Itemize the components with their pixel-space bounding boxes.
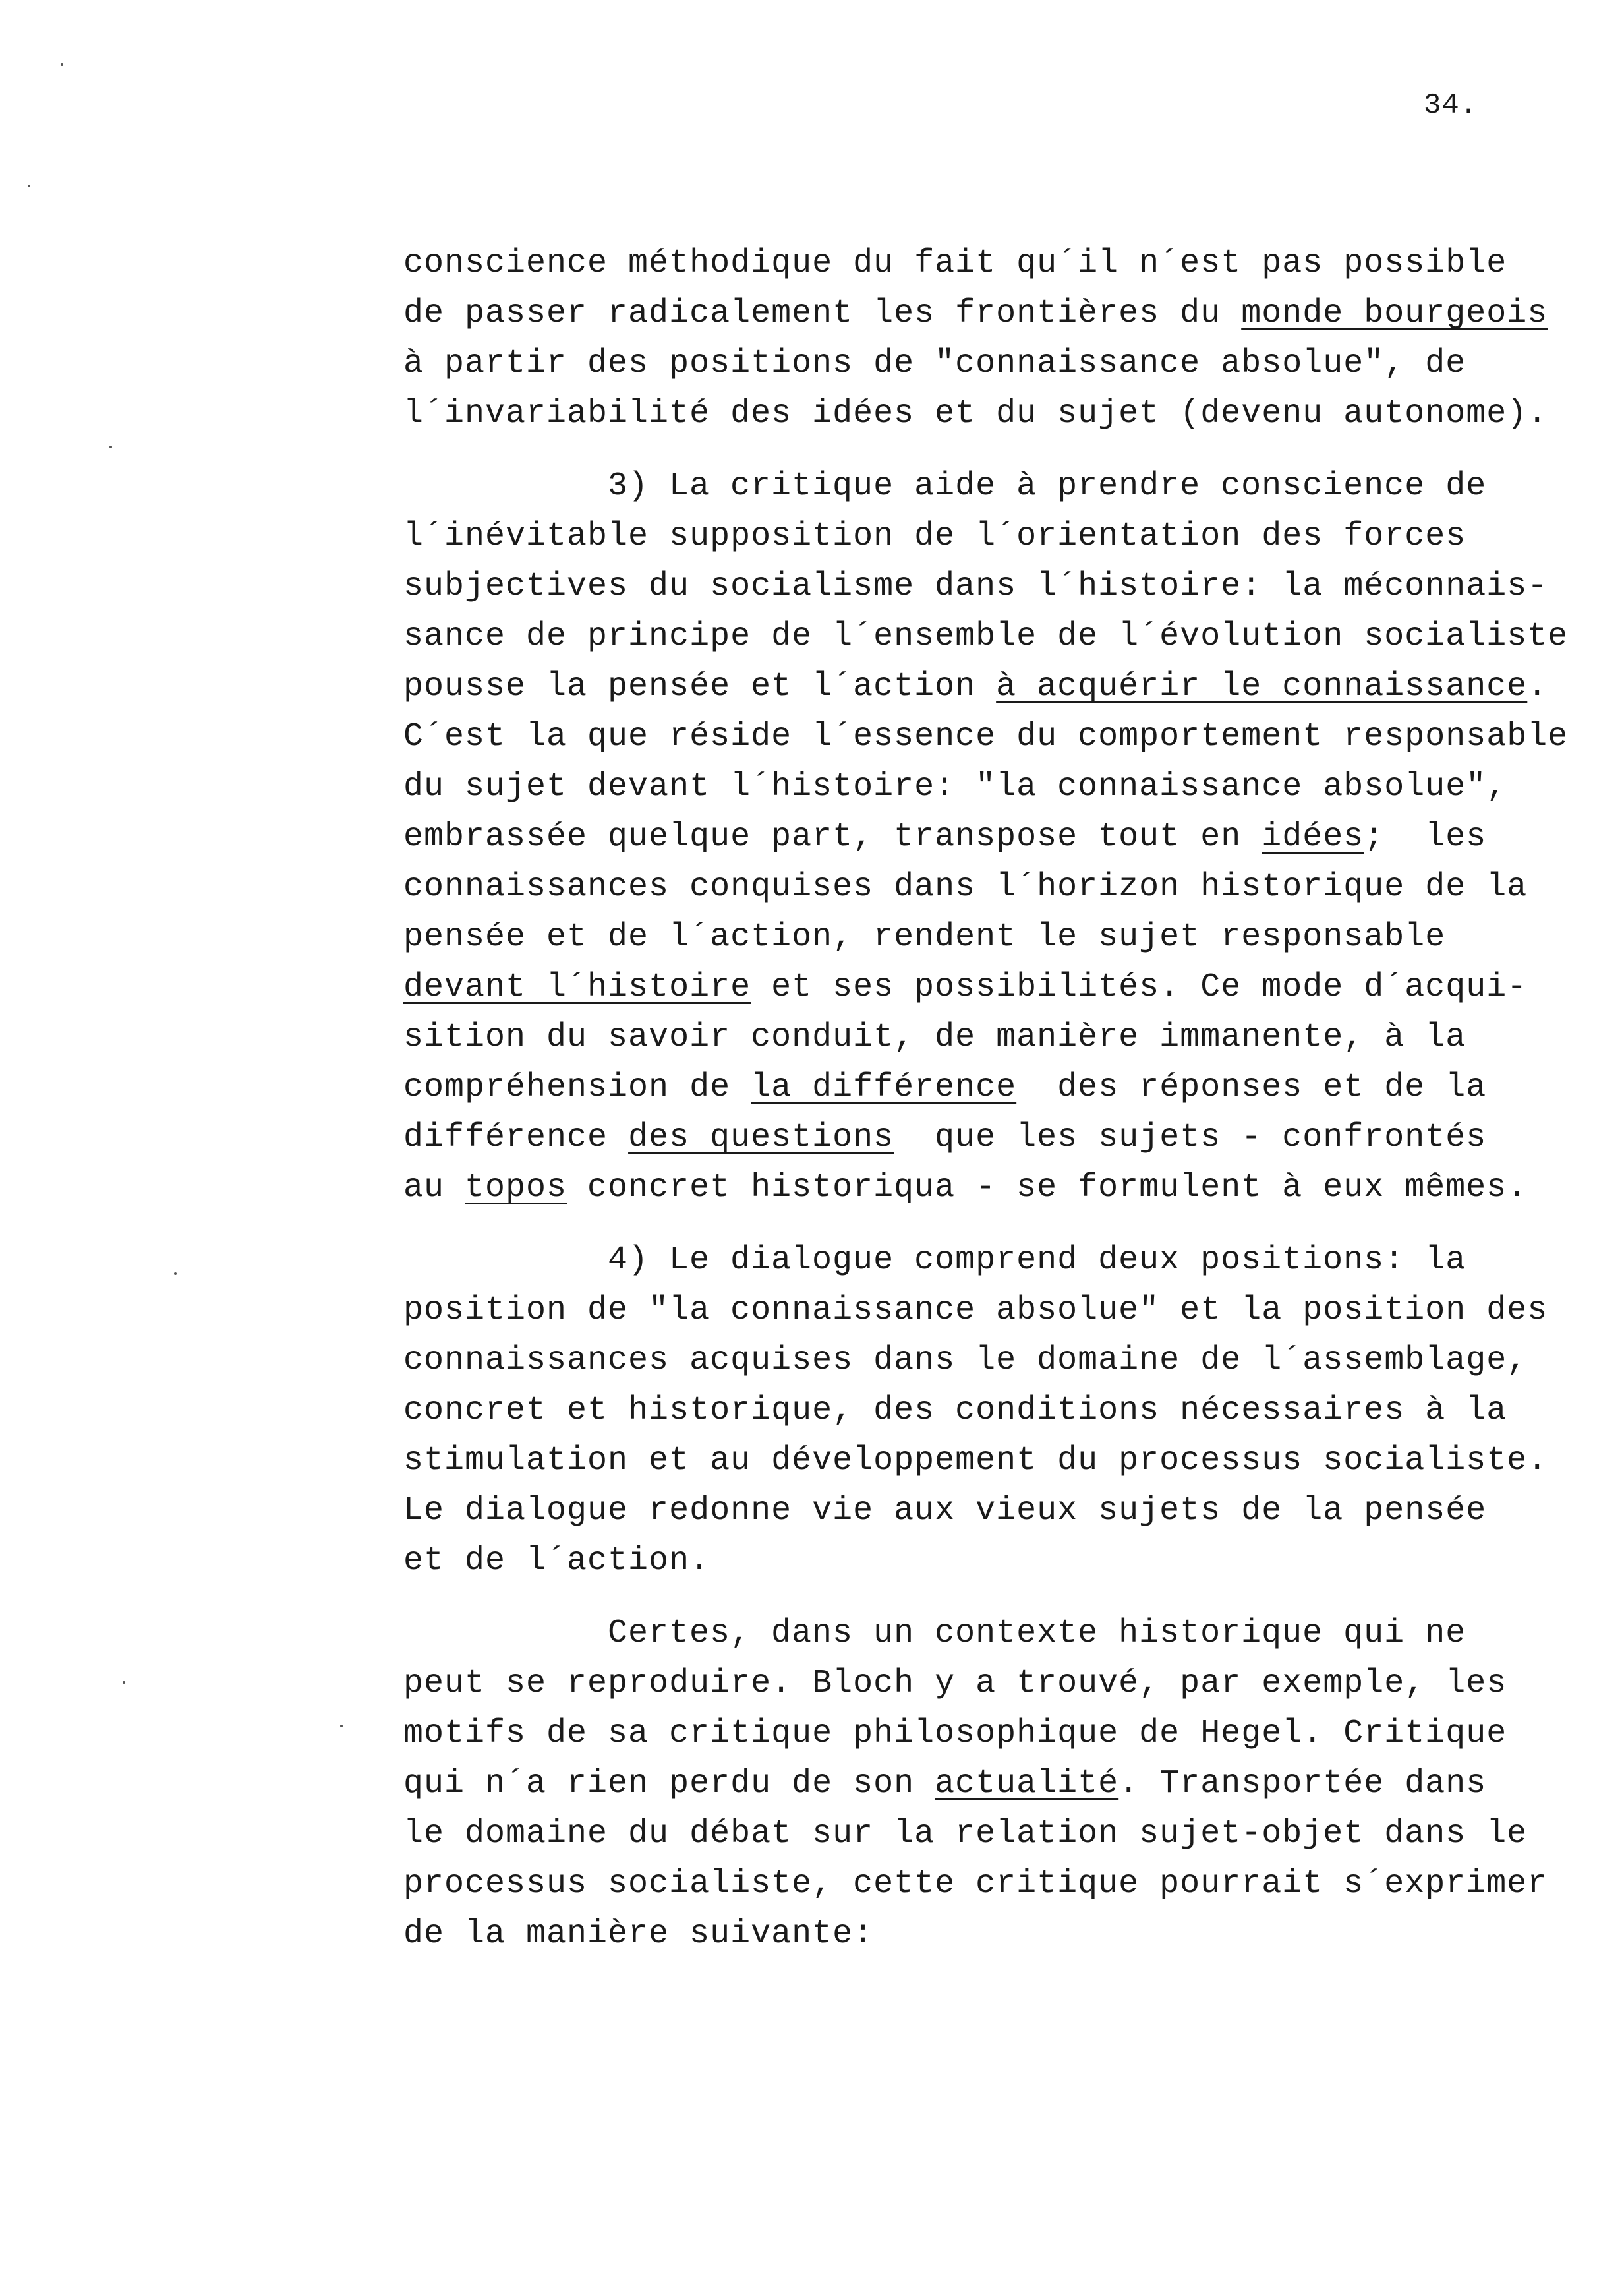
text-segment: subjectives du socialisme dans l´histoire: la méconnais-	[403, 568, 1548, 605]
underlined-text: à acquérir le connaissance	[996, 668, 1528, 705]
text-segment: conscience méthodique du fait qu´il n´est pas possible	[403, 245, 1507, 282]
text-segment: processus socialiste, cette critique pourrait s´exprimer	[403, 1865, 1548, 1903]
paragraph	[403, 1609, 1563, 1959]
text-line	[403, 1909, 1563, 1959]
text-line	[403, 512, 1563, 562]
text-segment: sance de principe de l´ensemble de l´évolution socialiste	[403, 618, 1569, 655]
underlined-text: devant l´histoire	[403, 968, 751, 1006]
text-line	[403, 1235, 1563, 1286]
text-segment: ; les	[1364, 818, 1487, 856]
text-line	[403, 1659, 1563, 1709]
text-segment: connaissances acquises dans le domaine de l´assemblage,	[403, 1342, 1528, 1379]
text-segment: différence	[403, 1119, 629, 1156]
text-segment: que les sujets - confrontés	[894, 1119, 1487, 1156]
paragraph-gap	[403, 1213, 1563, 1235]
text-line	[403, 862, 1563, 912]
underlined-text: actualité	[935, 1765, 1119, 1802]
text-segment: du sujet devant l´histoire: "la connaissance absolue",	[403, 768, 1507, 806]
text-line	[403, 1536, 1563, 1586]
text-line	[403, 1609, 1563, 1659]
text-segment: de la manière suivante:	[403, 1915, 874, 1953]
text-line	[403, 1013, 1563, 1063]
text-segment: peut se reproduire. Bloch y a trouvé, par exemple, les	[403, 1665, 1507, 1702]
page-number: 34.	[1424, 89, 1478, 122]
paragraph-gap	[403, 439, 1563, 461]
text-segment: compréhension de	[403, 1069, 751, 1106]
text-line	[403, 712, 1569, 762]
text-segment: pousse la pensée et l´action	[403, 668, 997, 705]
text-segment: à partir des positions de "connaissance absolue", de	[403, 345, 1466, 382]
underlined-text: monde bourgeois	[1241, 295, 1548, 332]
text-segment: connaissances conquises dans l´horizon historique de la	[403, 868, 1528, 906]
text-line	[403, 1336, 1563, 1386]
text-line	[403, 1386, 1563, 1436]
text-segment: et de l´action.	[403, 1542, 710, 1580]
text-segment: embrassée quelque part, transpose tout en	[403, 818, 1262, 856]
text-segment: l´invariabilité des idées et du sujet (devenu autonome).	[403, 395, 1548, 432]
text-line	[403, 339, 1563, 389]
text-segment: au	[403, 1169, 465, 1206]
text-line	[403, 1063, 1563, 1113]
text-line	[403, 239, 1563, 289]
scan-speck	[61, 63, 63, 66]
scan-speck	[174, 1272, 177, 1275]
scan-speck	[340, 1725, 343, 1727]
text-line	[403, 762, 1563, 812]
text-line	[403, 1759, 1563, 1809]
text-line	[403, 289, 1563, 339]
underlined-text: idées	[1262, 818, 1364, 856]
underlined-text: des questions	[628, 1119, 894, 1156]
text-line	[403, 662, 1563, 712]
scan-speck	[28, 185, 30, 187]
paragraph	[403, 239, 1563, 439]
text-line	[403, 389, 1563, 439]
underlined-text: topos	[465, 1169, 567, 1206]
text-line	[403, 963, 1563, 1013]
text-segment: C´est la que réside l´essence du comportement responsable	[403, 718, 1569, 756]
text-segment: sition du savoir conduit, de manière immanente, à la	[403, 1019, 1466, 1056]
text-segment: Le dialogue redonne vie aux vieux sujets de la pensée	[403, 1492, 1487, 1530]
text-line	[403, 1859, 1563, 1909]
text-segment: l´inévitable supposition de l´orientation des forces	[403, 518, 1466, 555]
text-segment: 4) Le dialogue comprend deux positions: la	[608, 1241, 1466, 1279]
text-line	[403, 1486, 1563, 1536]
text-line	[403, 912, 1563, 963]
text-segment: le domaine du débat sur la relation sujet-objet dans le	[403, 1815, 1528, 1853]
text-segment: de passer radicalement les frontières du	[403, 295, 1242, 332]
text-segment: et ses possibilités. Ce mode d´acqui-	[751, 968, 1528, 1006]
text-line	[403, 562, 1563, 612]
paragraph	[403, 461, 1569, 1213]
text-segment: qui n´a rien perdu de son	[403, 1765, 935, 1802]
text-segment: pensée et de l´action, rendent le sujet responsable	[403, 918, 1446, 956]
text-segment: des réponses et de la	[1016, 1069, 1487, 1106]
body-text	[403, 239, 1569, 1959]
text-line	[403, 461, 1563, 512]
text-line	[403, 1113, 1563, 1163]
text-segment: . Transportée dans	[1118, 1765, 1487, 1802]
text-line	[403, 812, 1563, 862]
text-segment: 3) La critique aide à prendre conscience de	[608, 467, 1487, 505]
text-line	[403, 612, 1569, 662]
text-line	[403, 1436, 1563, 1486]
text-line	[403, 1163, 1563, 1213]
text-segment: stimulation et au développement du processus socialiste.	[403, 1442, 1548, 1479]
scan-speck	[123, 1681, 125, 1684]
text-segment: .	[1527, 668, 1548, 705]
underlined-text: la différence	[751, 1069, 1017, 1106]
text-segment: motifs de sa critique philosophique de Hegel. Critique	[403, 1715, 1507, 1752]
scan-speck	[109, 446, 112, 448]
text-line	[403, 1709, 1563, 1759]
text-segment: concret et historique, des conditions nécessaires à la	[403, 1392, 1507, 1429]
text-segment: concret historiqua - se formulent à eux mêmes.	[567, 1169, 1528, 1206]
paragraph-gap	[403, 1586, 1563, 1609]
text-segment: Certes, dans un contexte historique qui ne	[608, 1615, 1466, 1652]
paragraph	[403, 1235, 1563, 1586]
text-line	[403, 1286, 1563, 1336]
text-segment: position de "la connaissance absolue" et la position des	[403, 1292, 1548, 1329]
text-line	[403, 1809, 1563, 1859]
